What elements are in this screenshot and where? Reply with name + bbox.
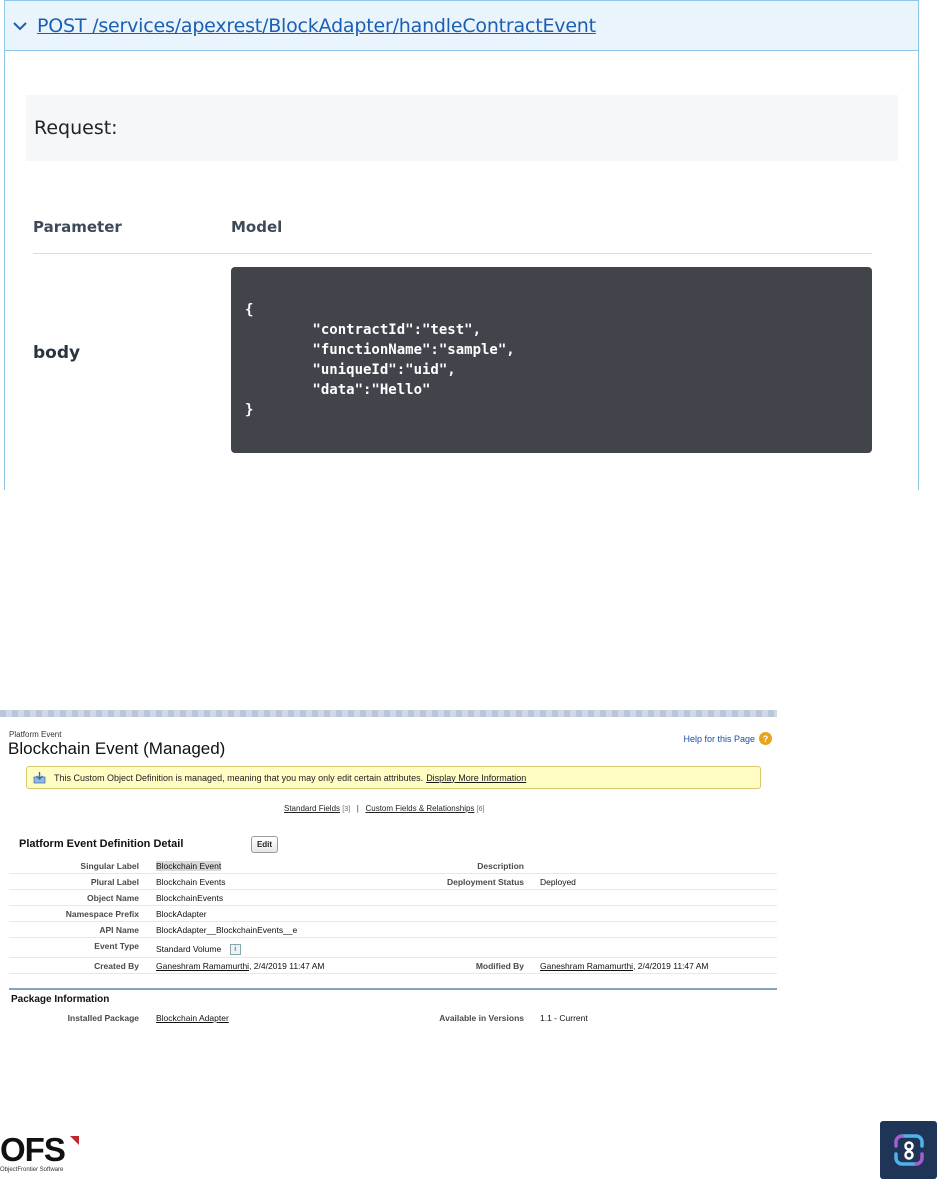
- endpoint-link[interactable]: POST /services/apexrest/BlockAdapter/handleContractEvent: [37, 14, 596, 37]
- salesforce-object-detail: [0, 710, 777, 1035]
- field-value: Blockchain Event: [156, 861, 222, 871]
- custom-fields-link[interactable]: Custom Fields & Relationships: [365, 804, 475, 813]
- detail-row: [9, 874, 777, 890]
- modified-date: , 2/4/2019 11:47 AM: [633, 961, 709, 971]
- chevron-down-icon[interactable]: [9, 15, 31, 37]
- notice-text: This Custom Object Definition is managed, meaning that you may only edit certain attributes.: [54, 772, 424, 783]
- field-value: BlockAdapter: [156, 909, 207, 919]
- model-column-header: Model: [231, 218, 283, 236]
- field-label: Namespace Prefix: [65, 909, 139, 919]
- field-label: API Name: [99, 925, 139, 935]
- created-by-label: Created By: [94, 961, 139, 971]
- custom-fields-count: [6]: [476, 806, 485, 813]
- object-type-label: Platform Event: [9, 730, 62, 739]
- endpoint-header[interactable]: [5, 0, 918, 51]
- field-label: Singular Label: [80, 861, 139, 871]
- help-link-text[interactable]: Help for this Page: [683, 733, 755, 744]
- created-date: , 2/4/2019 11:47 AM: [249, 961, 325, 971]
- display-more-info-link[interactable]: Display More Information: [426, 772, 527, 783]
- versions-label: Available in Versions: [439, 1013, 524, 1023]
- field-label: Description: [477, 861, 524, 871]
- help-icon[interactable]: ?: [759, 732, 772, 745]
- info-icon[interactable]: i: [230, 944, 241, 955]
- detail-row: [9, 906, 777, 922]
- api-endpoint-panel: [4, 0, 919, 490]
- managed-notice: [26, 766, 761, 789]
- header-divider: [33, 253, 872, 254]
- standard-fields-link[interactable]: Standard Fields: [284, 804, 341, 813]
- request-section: [26, 95, 898, 161]
- modified-by-label: Modified By: [475, 961, 524, 971]
- field-label: Deployment Status: [447, 877, 524, 887]
- field-value: BlockchainEvents: [156, 893, 224, 903]
- installed-package-link[interactable]: Blockchain Adapter: [156, 1013, 229, 1023]
- ofs-logo: [0, 1133, 90, 1179]
- field-value: Blockchain Events: [156, 877, 226, 887]
- field-label: Event Type: [94, 941, 139, 951]
- field-value: Standard Volume: [156, 944, 222, 954]
- versions-value: 1.1 - Current: [540, 1013, 588, 1023]
- detail-row: [9, 890, 777, 906]
- modified-by-value: [540, 961, 709, 971]
- model-json: { "contractId":"test", "functionName":"sample", "uniqueId":"uid", "data":"Hello" }: [245, 302, 515, 418]
- link-separator: |: [356, 804, 359, 813]
- detail-row: [9, 922, 777, 938]
- package-divider: [9, 988, 777, 990]
- related-links: [284, 804, 484, 813]
- field-value: BlockAdapter__BlockchainEvents__e: [156, 925, 298, 935]
- field-label: Plural Label: [90, 877, 139, 887]
- detail-table: [9, 858, 777, 974]
- section-title: Platform Event Definition Detail: [19, 838, 184, 850]
- modified-by-user-link[interactable]: Ganeshram Ramamurthi: [540, 961, 634, 971]
- package-section-title: Package Information: [11, 994, 110, 1005]
- model-code-block: [231, 267, 872, 453]
- parameter-column-header: Parameter: [33, 218, 122, 236]
- detail-row: [9, 958, 777, 974]
- request-label: Request:: [34, 117, 118, 139]
- ofs-logo-mark: [70, 1136, 79, 1145]
- page-title: Blockchain Event (Managed): [8, 739, 226, 758]
- field-label: Object Name: [87, 893, 139, 903]
- installed-package-label: Installed Package: [67, 1013, 139, 1023]
- field-value: Deployed: [540, 877, 576, 887]
- standard-fields-count: [3]: [342, 806, 351, 813]
- field-value-wrap: [156, 944, 241, 955]
- app-logo-icon: [880, 1121, 937, 1179]
- ofs-logo-text: OFS: [0, 1131, 65, 1168]
- parameter-name: body: [33, 343, 81, 363]
- ofs-tagline: ObjectFrontier Software: [0, 1167, 64, 1173]
- detail-row: [9, 858, 777, 874]
- detail-row: [9, 938, 777, 958]
- package-row: [9, 1010, 777, 1026]
- top-decoration-bar: [0, 710, 777, 717]
- created-by-user-link[interactable]: Ganeshram Ramamurthi: [156, 961, 250, 971]
- edit-button[interactable]: Edit: [251, 836, 278, 853]
- created-by-value: [156, 961, 325, 971]
- notice-info-icon: [33, 772, 46, 784]
- help-link[interactable]: [683, 732, 772, 745]
